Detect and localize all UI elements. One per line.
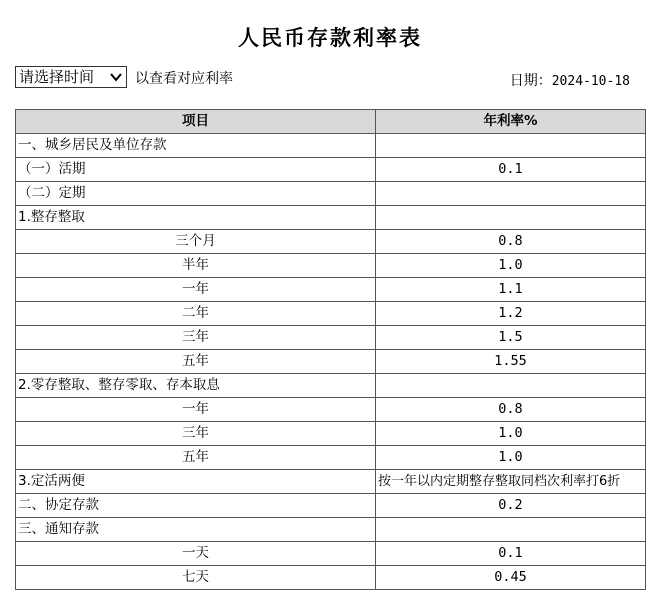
table-row bbox=[16, 350, 646, 374]
row-rate-cell bbox=[376, 134, 646, 158]
table-body bbox=[16, 134, 646, 590]
row-rate-cell: 1.0 bbox=[376, 446, 646, 470]
page-title: 人民币存款利率表 bbox=[238, 25, 422, 50]
table-row bbox=[16, 326, 646, 350]
row-rate-cell: 1.1 bbox=[376, 278, 646, 302]
time-select[interactable] bbox=[15, 66, 127, 88]
table-row bbox=[16, 446, 646, 470]
table-row bbox=[16, 398, 646, 422]
row-item-cell: 五年 bbox=[16, 350, 376, 374]
column-header-rate: 年利率% bbox=[376, 110, 646, 134]
row-rate-cell: 1.0 bbox=[376, 422, 646, 446]
time-select-label: 请选择时间 bbox=[19, 68, 95, 86]
table-row bbox=[16, 470, 646, 494]
row-item-cell: 一、城乡居民及单位存款 bbox=[16, 134, 376, 158]
row-item-cell: 半年 bbox=[16, 254, 376, 278]
row-rate-cell bbox=[376, 206, 646, 230]
row-item-cell: 二年 bbox=[16, 302, 376, 326]
table-row bbox=[16, 302, 646, 326]
row-rate-cell: 0.45 bbox=[376, 566, 646, 590]
row-rate-cell: 1.55 bbox=[376, 350, 646, 374]
table-row bbox=[16, 518, 646, 542]
rates-table bbox=[15, 109, 646, 590]
date-display bbox=[510, 70, 630, 90]
row-rate-cell bbox=[376, 374, 646, 398]
table-row bbox=[16, 206, 646, 230]
row-rate-cell bbox=[376, 518, 646, 542]
row-rate-cell: 按一年以内定期整存整取同档次利率打6折 bbox=[376, 470, 646, 494]
row-item-cell: 三年 bbox=[16, 326, 376, 350]
row-item-cell: 三、通知存款 bbox=[16, 518, 376, 542]
row-item-cell: 2.零存整取、整存零取、存本取息 bbox=[16, 374, 376, 398]
table-row bbox=[16, 278, 646, 302]
row-item-cell: 二、协定存款 bbox=[16, 494, 376, 518]
column-header-item: 项目 bbox=[16, 110, 376, 134]
table-row bbox=[16, 374, 646, 398]
row-rate-cell: 0.1 bbox=[376, 158, 646, 182]
row-item-cell: 七天 bbox=[16, 566, 376, 590]
row-rate-cell: 0.8 bbox=[376, 398, 646, 422]
table-row bbox=[16, 566, 646, 590]
table-row bbox=[16, 494, 646, 518]
table-row bbox=[16, 182, 646, 206]
table-row bbox=[16, 542, 646, 566]
table-row bbox=[16, 158, 646, 182]
toolbar bbox=[15, 66, 645, 92]
row-item-cell: 一年 bbox=[16, 278, 376, 302]
row-item-cell: （一）活期 bbox=[16, 158, 376, 182]
row-rate-cell: 1.5 bbox=[376, 326, 646, 350]
row-rate-cell: 1.2 bbox=[376, 302, 646, 326]
row-item-cell: 三个月 bbox=[16, 230, 376, 254]
row-item-cell: 1.整存整取 bbox=[16, 206, 376, 230]
date-value: 2024-10-18 bbox=[551, 74, 630, 89]
table-row bbox=[16, 230, 646, 254]
table-row bbox=[16, 254, 646, 278]
row-rate-cell: 0.1 bbox=[376, 542, 646, 566]
table-header-row bbox=[16, 110, 646, 134]
row-rate-cell: 0.8 bbox=[376, 230, 646, 254]
table-row bbox=[16, 422, 646, 446]
row-item-cell: （二）定期 bbox=[16, 182, 376, 206]
row-item-cell: 一年 bbox=[16, 398, 376, 422]
select-hint: 以查看对应利率 bbox=[135, 71, 233, 87]
row-rate-cell: 1.0 bbox=[376, 254, 646, 278]
table-row bbox=[16, 134, 646, 158]
row-item-cell: 3.定活两便 bbox=[16, 470, 376, 494]
chevron-down-icon bbox=[110, 71, 122, 83]
date-label: 日期： bbox=[509, 73, 552, 89]
row-rate-cell bbox=[376, 182, 646, 206]
row-item-cell: 一天 bbox=[16, 542, 376, 566]
row-rate-cell: 0.2 bbox=[376, 494, 646, 518]
row-item-cell: 五年 bbox=[16, 446, 376, 470]
row-item-cell: 三年 bbox=[16, 422, 376, 446]
